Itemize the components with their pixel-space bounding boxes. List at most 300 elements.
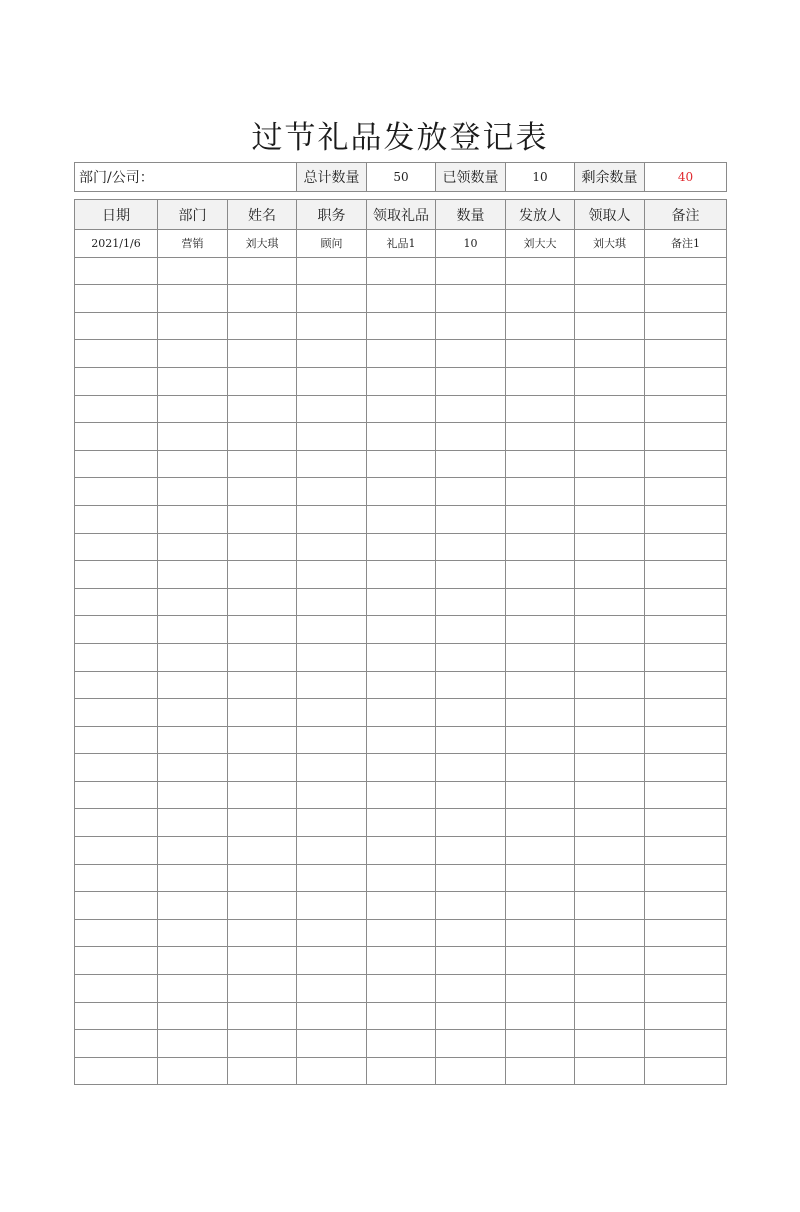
cell-remarks[interactable]	[645, 285, 727, 313]
cell-gift[interactable]	[367, 505, 436, 533]
cell-receiver[interactable]	[575, 1030, 645, 1058]
cell-receiver[interactable]	[575, 340, 645, 368]
cell-receiver[interactable]	[575, 726, 645, 754]
cell-date[interactable]	[75, 892, 158, 920]
cell-position[interactable]	[297, 423, 367, 451]
summary-row	[75, 163, 727, 192]
cell-name[interactable]	[228, 533, 297, 561]
cell-quantity[interactable]: 10	[436, 230, 506, 258]
cell-remarks[interactable]	[645, 478, 727, 506]
cell-gift[interactable]	[367, 285, 436, 313]
cell-date[interactable]	[75, 809, 158, 837]
cell-name[interactable]	[228, 754, 297, 782]
cell-quantity[interactable]	[436, 671, 506, 699]
cell-date[interactable]	[75, 837, 158, 865]
cell-gift[interactable]	[367, 478, 436, 506]
cell-quantity[interactable]	[436, 257, 506, 285]
cell-date[interactable]	[75, 947, 158, 975]
cell-department[interactable]	[158, 533, 228, 561]
cell-department[interactable]	[158, 505, 228, 533]
cell-gift[interactable]	[367, 395, 436, 423]
cell-remarks[interactable]	[645, 726, 727, 754]
cell-quantity[interactable]	[436, 1057, 506, 1085]
cell-issuer[interactable]	[506, 726, 575, 754]
cell-gift[interactable]	[367, 671, 436, 699]
table-row	[75, 588, 727, 616]
table-row	[75, 505, 727, 533]
cell-gift[interactable]	[367, 423, 436, 451]
cell-remarks[interactable]	[645, 864, 727, 892]
cell-position[interactable]	[297, 505, 367, 533]
cell-position[interactable]	[297, 699, 367, 727]
cell-position[interactable]	[297, 588, 367, 616]
cell-position[interactable]	[297, 837, 367, 865]
cell-department[interactable]	[158, 809, 228, 837]
cell-department[interactable]	[158, 616, 228, 644]
cell-issuer[interactable]	[506, 864, 575, 892]
cell-name[interactable]	[228, 450, 297, 478]
cell-position[interactable]	[297, 864, 367, 892]
cell-position[interactable]	[297, 478, 367, 506]
cell-quantity[interactable]	[436, 340, 506, 368]
cell-remarks[interactable]	[645, 781, 727, 809]
cell-date[interactable]	[75, 919, 158, 947]
cell-quantity[interactable]	[436, 919, 506, 947]
cell-date[interactable]	[75, 699, 158, 727]
cell-remarks[interactable]	[645, 892, 727, 920]
cell-issuer[interactable]	[506, 257, 575, 285]
cell-name[interactable]	[228, 809, 297, 837]
cell-issuer[interactable]	[506, 919, 575, 947]
cell-position[interactable]	[297, 395, 367, 423]
cell-date[interactable]	[75, 478, 158, 506]
cell-quantity[interactable]	[436, 616, 506, 644]
cell-department[interactable]	[158, 312, 228, 340]
cell-issuer[interactable]	[506, 1057, 575, 1085]
total-quantity-label: 总计数量	[297, 163, 367, 192]
cell-receiver[interactable]	[575, 312, 645, 340]
cell-quantity[interactable]	[436, 505, 506, 533]
cell-department[interactable]	[158, 781, 228, 809]
cell-name[interactable]	[228, 1002, 297, 1030]
cell-date[interactable]	[75, 285, 158, 313]
cell-remarks[interactable]	[645, 561, 727, 589]
cell-issuer[interactable]	[506, 975, 575, 1003]
cell-name[interactable]	[228, 837, 297, 865]
cell-department[interactable]	[158, 367, 228, 395]
table-row	[75, 1002, 727, 1030]
cell-receiver[interactable]: 刘大琪	[575, 230, 645, 258]
cell-receiver[interactable]	[575, 561, 645, 589]
cell-gift[interactable]	[367, 837, 436, 865]
cell-receiver[interactable]	[575, 478, 645, 506]
cell-receiver[interactable]	[575, 781, 645, 809]
cell-remarks[interactable]	[645, 450, 727, 478]
cell-remarks[interactable]	[645, 367, 727, 395]
cell-date[interactable]	[75, 561, 158, 589]
cell-department[interactable]	[158, 561, 228, 589]
cell-receiver[interactable]	[575, 754, 645, 782]
cell-quantity[interactable]	[436, 947, 506, 975]
cell-remarks[interactable]	[645, 1057, 727, 1085]
cell-remarks[interactable]	[645, 699, 727, 727]
cell-date[interactable]	[75, 1030, 158, 1058]
cell-department[interactable]	[158, 754, 228, 782]
cell-issuer[interactable]	[506, 340, 575, 368]
cell-remarks[interactable]: 备注1	[645, 230, 727, 258]
cell-gift[interactable]	[367, 1057, 436, 1085]
cell-name[interactable]	[228, 395, 297, 423]
cell-name[interactable]	[228, 367, 297, 395]
cell-department[interactable]	[158, 257, 228, 285]
received-quantity-value[interactable]: 10	[506, 163, 575, 192]
cell-department[interactable]: 营销	[158, 230, 228, 258]
cell-issuer[interactable]	[506, 947, 575, 975]
cell-remarks[interactable]	[645, 340, 727, 368]
cell-department[interactable]	[158, 1002, 228, 1030]
cell-issuer[interactable]	[506, 699, 575, 727]
cell-department[interactable]	[158, 864, 228, 892]
cell-remarks[interactable]	[645, 533, 727, 561]
cell-remarks[interactable]	[645, 312, 727, 340]
cell-name[interactable]	[228, 864, 297, 892]
department-field[interactable]: 部门/公司：	[75, 163, 297, 192]
cell-remarks[interactable]	[645, 919, 727, 947]
cell-issuer[interactable]	[506, 671, 575, 699]
cell-date[interactable]	[75, 257, 158, 285]
cell-issuer[interactable]	[506, 505, 575, 533]
cell-gift[interactable]	[367, 312, 436, 340]
cell-remarks[interactable]	[645, 754, 727, 782]
cell-receiver[interactable]	[575, 450, 645, 478]
cell-gift[interactable]	[367, 699, 436, 727]
cell-position[interactable]	[297, 312, 367, 340]
cell-name[interactable]	[228, 671, 297, 699]
cell-name[interactable]	[228, 947, 297, 975]
cell-quantity[interactable]	[436, 588, 506, 616]
cell-department[interactable]	[158, 975, 228, 1003]
cell-position[interactable]	[297, 919, 367, 947]
cell-department[interactable]	[158, 588, 228, 616]
cell-name[interactable]	[228, 588, 297, 616]
column-header-remarks: 备注	[645, 200, 727, 230]
cell-quantity[interactable]	[436, 699, 506, 727]
column-header-receiver: 领取人	[575, 200, 645, 230]
cell-position[interactable]	[297, 781, 367, 809]
cell-position[interactable]	[297, 616, 367, 644]
cell-receiver[interactable]	[575, 616, 645, 644]
table-row	[75, 616, 727, 644]
cell-position[interactable]	[297, 1057, 367, 1085]
cell-department[interactable]	[158, 1030, 228, 1058]
cell-issuer[interactable]	[506, 533, 575, 561]
cell-department[interactable]	[158, 1057, 228, 1085]
cell-gift[interactable]: 礼品1	[367, 230, 436, 258]
cell-issuer[interactable]	[506, 616, 575, 644]
table-header-row	[75, 200, 727, 230]
cell-issuer[interactable]	[506, 285, 575, 313]
cell-gift[interactable]	[367, 257, 436, 285]
cell-name[interactable]	[228, 257, 297, 285]
cell-date[interactable]	[75, 395, 158, 423]
table-row	[75, 643, 727, 671]
cell-remarks[interactable]	[645, 975, 727, 1003]
cell-date[interactable]	[75, 367, 158, 395]
cell-quantity[interactable]	[436, 754, 506, 782]
cell-gift[interactable]	[367, 947, 436, 975]
cell-position[interactable]	[297, 975, 367, 1003]
cell-remarks[interactable]	[645, 257, 727, 285]
cell-receiver[interactable]	[575, 505, 645, 533]
cell-name[interactable]	[228, 1057, 297, 1085]
cell-department[interactable]	[158, 340, 228, 368]
cell-remarks[interactable]	[645, 837, 727, 865]
cell-remarks[interactable]	[645, 616, 727, 644]
cell-quantity[interactable]	[436, 312, 506, 340]
table-row	[75, 809, 727, 837]
cell-name[interactable]	[228, 312, 297, 340]
cell-name[interactable]	[228, 781, 297, 809]
cell-remarks[interactable]	[645, 643, 727, 671]
cell-quantity[interactable]	[436, 367, 506, 395]
cell-date[interactable]	[75, 781, 158, 809]
cell-gift[interactable]	[367, 533, 436, 561]
cell-quantity[interactable]	[436, 781, 506, 809]
cell-quantity[interactable]	[436, 726, 506, 754]
cell-date[interactable]	[75, 1057, 158, 1085]
total-quantity-value[interactable]: 50	[367, 163, 436, 192]
cell-quantity[interactable]	[436, 1030, 506, 1058]
cell-issuer[interactable]	[506, 643, 575, 671]
cell-position[interactable]	[297, 340, 367, 368]
cell-department[interactable]	[158, 423, 228, 451]
cell-gift[interactable]	[367, 450, 436, 478]
cell-name[interactable]	[228, 892, 297, 920]
cell-name[interactable]	[228, 616, 297, 644]
cell-quantity[interactable]	[436, 533, 506, 561]
cell-position[interactable]	[297, 533, 367, 561]
cell-gift[interactable]	[367, 754, 436, 782]
cell-position[interactable]	[297, 257, 367, 285]
cell-gift[interactable]	[367, 809, 436, 837]
cell-receiver[interactable]	[575, 892, 645, 920]
cell-date[interactable]	[75, 423, 158, 451]
cell-gift[interactable]	[367, 892, 436, 920]
cell-department[interactable]	[158, 478, 228, 506]
cell-receiver[interactable]	[575, 919, 645, 947]
cell-date[interactable]	[75, 864, 158, 892]
cell-position[interactable]	[297, 671, 367, 699]
cell-name[interactable]	[228, 423, 297, 451]
cell-receiver[interactable]	[575, 395, 645, 423]
cell-position[interactable]	[297, 809, 367, 837]
cell-receiver[interactable]	[575, 975, 645, 1003]
cell-date[interactable]: 2021/1/6	[75, 230, 158, 258]
cell-name[interactable]	[228, 285, 297, 313]
cell-gift[interactable]	[367, 616, 436, 644]
cell-receiver[interactable]	[575, 533, 645, 561]
cell-issuer[interactable]	[506, 754, 575, 782]
cell-remarks[interactable]	[645, 1030, 727, 1058]
cell-department[interactable]	[158, 726, 228, 754]
cell-department[interactable]	[158, 395, 228, 423]
cell-quantity[interactable]	[436, 809, 506, 837]
cell-remarks[interactable]	[645, 588, 727, 616]
cell-remarks[interactable]	[645, 423, 727, 451]
cell-issuer[interactable]: 刘大大	[506, 230, 575, 258]
cell-name[interactable]	[228, 919, 297, 947]
cell-quantity[interactable]	[436, 1002, 506, 1030]
cell-receiver[interactable]	[575, 1002, 645, 1030]
cell-remarks[interactable]	[645, 505, 727, 533]
cell-issuer[interactable]	[506, 312, 575, 340]
cell-position[interactable]	[297, 1002, 367, 1030]
cell-gift[interactable]	[367, 561, 436, 589]
cell-department[interactable]	[158, 671, 228, 699]
cell-issuer[interactable]	[506, 367, 575, 395]
cell-receiver[interactable]	[575, 285, 645, 313]
cell-position[interactable]	[297, 285, 367, 313]
cell-issuer[interactable]	[506, 423, 575, 451]
cell-receiver[interactable]	[575, 588, 645, 616]
cell-position[interactable]	[297, 367, 367, 395]
table-row	[75, 423, 727, 451]
cell-remarks[interactable]	[645, 671, 727, 699]
cell-receiver[interactable]	[575, 1057, 645, 1085]
cell-receiver[interactable]	[575, 837, 645, 865]
cell-receiver[interactable]	[575, 864, 645, 892]
cell-position[interactable]	[297, 561, 367, 589]
cell-name[interactable]	[228, 643, 297, 671]
cell-gift[interactable]	[367, 864, 436, 892]
cell-date[interactable]	[75, 588, 158, 616]
cell-date[interactable]	[75, 671, 158, 699]
cell-quantity[interactable]	[436, 864, 506, 892]
cell-quantity[interactable]	[436, 395, 506, 423]
cell-department[interactable]	[158, 892, 228, 920]
cell-receiver[interactable]	[575, 947, 645, 975]
cell-issuer[interactable]	[506, 1030, 575, 1058]
cell-issuer[interactable]	[506, 1002, 575, 1030]
cell-issuer[interactable]	[506, 837, 575, 865]
cell-name[interactable]: 刘大琪	[228, 230, 297, 258]
cell-position[interactable]	[297, 892, 367, 920]
cell-receiver[interactable]	[575, 643, 645, 671]
cell-issuer[interactable]	[506, 781, 575, 809]
cell-gift[interactable]	[367, 367, 436, 395]
cell-gift[interactable]	[367, 1030, 436, 1058]
cell-position[interactable]	[297, 1030, 367, 1058]
cell-gift[interactable]	[367, 919, 436, 947]
cell-quantity[interactable]	[436, 423, 506, 451]
cell-position[interactable]	[297, 726, 367, 754]
cell-issuer[interactable]	[506, 450, 575, 478]
received-quantity-label: 已领数量	[436, 163, 506, 192]
cell-quantity[interactable]	[436, 837, 506, 865]
cell-department[interactable]	[158, 450, 228, 478]
cell-department[interactable]	[158, 837, 228, 865]
cell-issuer[interactable]	[506, 809, 575, 837]
cell-gift[interactable]	[367, 726, 436, 754]
cell-receiver[interactable]	[575, 809, 645, 837]
cell-date[interactable]	[75, 616, 158, 644]
cell-department[interactable]	[158, 699, 228, 727]
cell-department[interactable]	[158, 643, 228, 671]
cell-department[interactable]	[158, 947, 228, 975]
column-header-gift: 领取礼品	[367, 200, 436, 230]
cell-date[interactable]	[75, 533, 158, 561]
cell-date[interactable]	[75, 450, 158, 478]
cell-gift[interactable]	[367, 588, 436, 616]
cell-quantity[interactable]	[436, 450, 506, 478]
cell-quantity[interactable]	[436, 892, 506, 920]
cell-quantity[interactable]	[436, 478, 506, 506]
table-row	[75, 671, 727, 699]
cell-gift[interactable]	[367, 975, 436, 1003]
cell-name[interactable]	[228, 505, 297, 533]
cell-date[interactable]	[75, 312, 158, 340]
cell-receiver[interactable]	[575, 257, 645, 285]
cell-remarks[interactable]	[645, 947, 727, 975]
table-row	[75, 285, 727, 313]
cell-quantity[interactable]	[436, 975, 506, 1003]
cell-date[interactable]	[75, 754, 158, 782]
cell-issuer[interactable]	[506, 561, 575, 589]
remaining-quantity-value[interactable]: 40	[645, 163, 727, 192]
cell-position[interactable]	[297, 754, 367, 782]
cell-receiver[interactable]	[575, 699, 645, 727]
cell-remarks[interactable]	[645, 809, 727, 837]
cell-issuer[interactable]	[506, 588, 575, 616]
cell-position[interactable]	[297, 947, 367, 975]
cell-name[interactable]	[228, 1030, 297, 1058]
table-row	[75, 312, 727, 340]
cell-gift[interactable]	[367, 340, 436, 368]
cell-remarks[interactable]	[645, 395, 727, 423]
cell-gift[interactable]	[367, 643, 436, 671]
cell-issuer[interactable]	[506, 395, 575, 423]
cell-quantity[interactable]	[436, 561, 506, 589]
cell-quantity[interactable]	[436, 285, 506, 313]
cell-name[interactable]	[228, 726, 297, 754]
cell-name[interactable]	[228, 699, 297, 727]
cell-issuer[interactable]	[506, 478, 575, 506]
cell-position[interactable]: 顾问	[297, 230, 367, 258]
cell-name[interactable]	[228, 561, 297, 589]
cell-date[interactable]	[75, 975, 158, 1003]
cell-receiver[interactable]	[575, 367, 645, 395]
cell-date[interactable]	[75, 1002, 158, 1030]
cell-remarks[interactable]	[645, 1002, 727, 1030]
cell-name[interactable]	[228, 340, 297, 368]
cell-department[interactable]	[158, 285, 228, 313]
cell-quantity[interactable]	[436, 643, 506, 671]
cell-department[interactable]	[158, 919, 228, 947]
cell-date[interactable]	[75, 505, 158, 533]
cell-position[interactable]	[297, 643, 367, 671]
cell-receiver[interactable]	[575, 423, 645, 451]
cell-name[interactable]	[228, 478, 297, 506]
cell-gift[interactable]	[367, 781, 436, 809]
cell-date[interactable]	[75, 726, 158, 754]
cell-receiver[interactable]	[575, 671, 645, 699]
cell-date[interactable]	[75, 340, 158, 368]
cell-position[interactable]	[297, 450, 367, 478]
cell-name[interactable]	[228, 975, 297, 1003]
cell-gift[interactable]	[367, 1002, 436, 1030]
cell-date[interactable]	[75, 643, 158, 671]
cell-issuer[interactable]	[506, 892, 575, 920]
